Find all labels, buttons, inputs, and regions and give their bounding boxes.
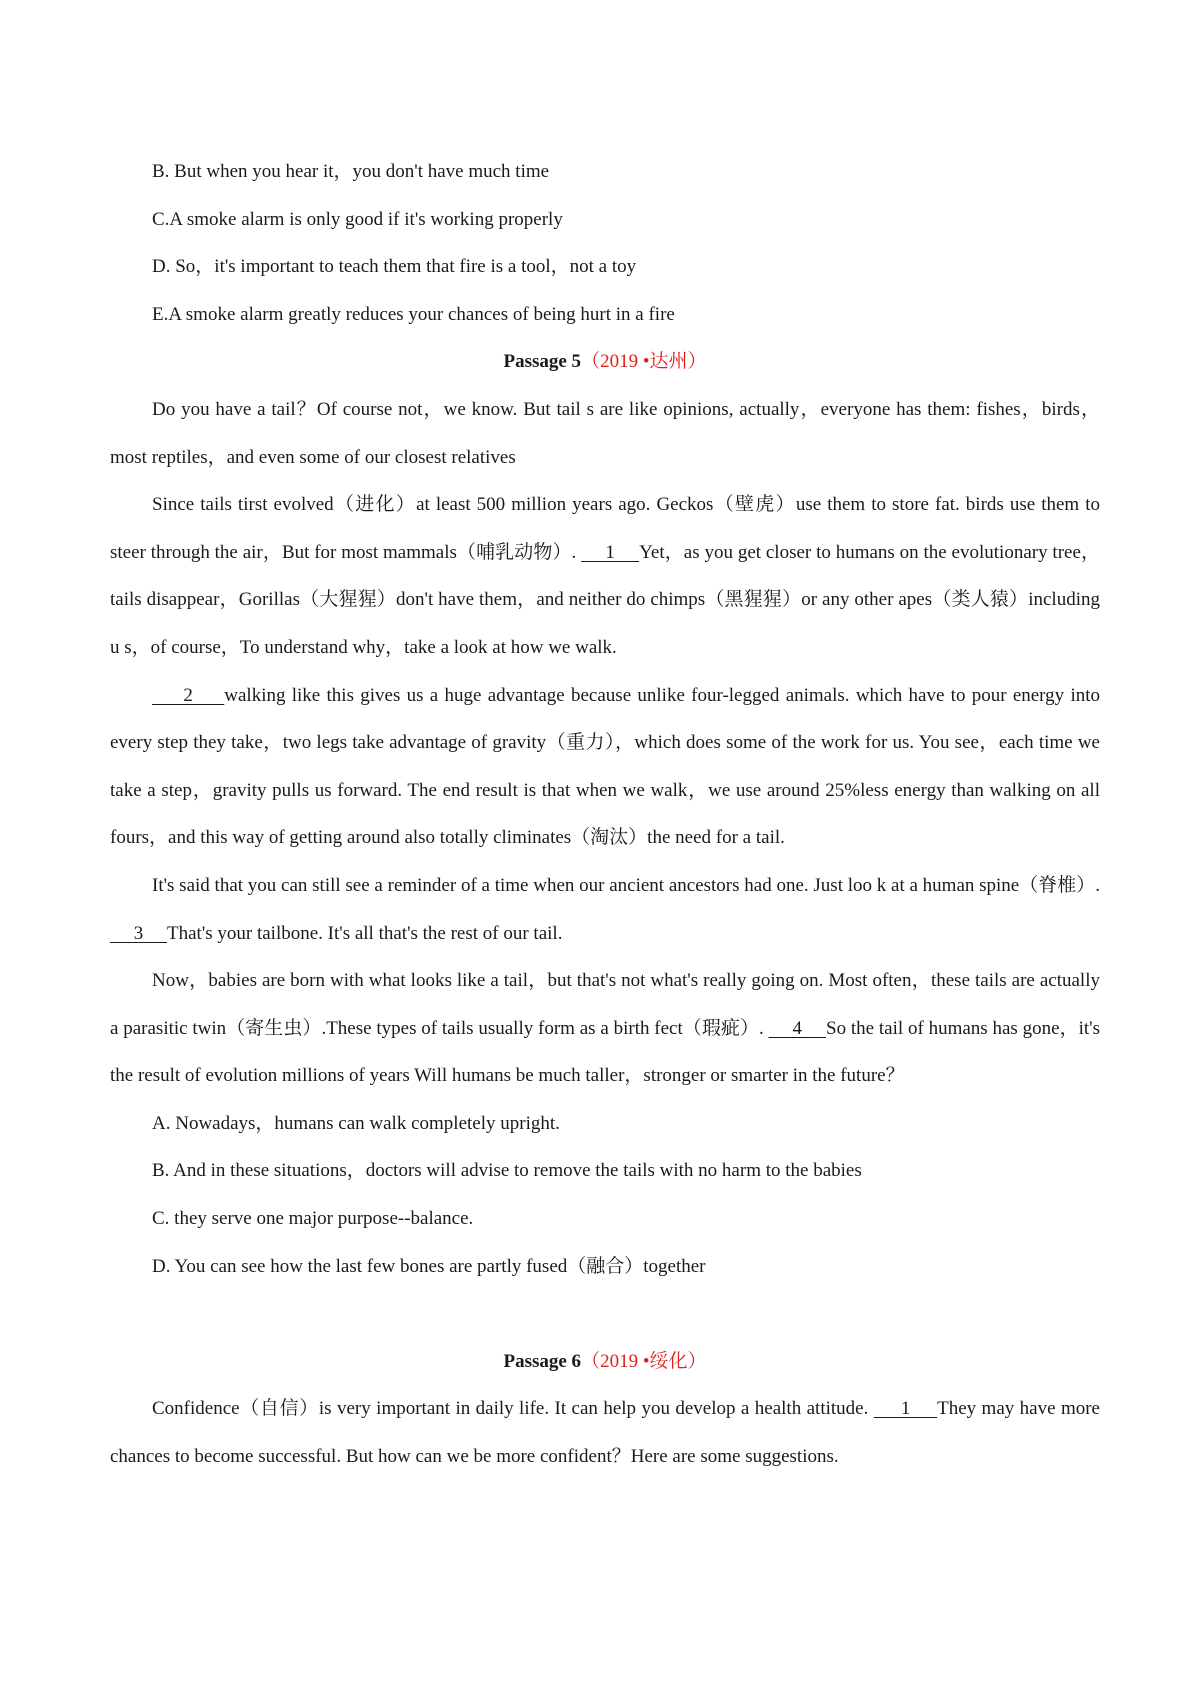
passage-5-option-c: C. they serve one major purpose--balance. xyxy=(152,1208,474,1230)
passage-5-title-text: Passage 5 xyxy=(503,351,582,373)
passage-6-paragraph-1-a: Confidence（自信）is very important in daily life. It can help you develop a health attitude. xyxy=(152,1398,869,1420)
passage-5-paren-close: ） xyxy=(687,351,707,373)
passage-5-blank-4: 4 xyxy=(768,1017,827,1039)
prev-option-c: C.A smoke alarm is only good if it's working properly xyxy=(152,208,563,230)
passage-5-paren-open: （ xyxy=(581,351,601,373)
passage-6-blank-1: 1 xyxy=(873,1398,938,1420)
passage-6-paren-open: （ xyxy=(581,1350,601,1372)
passage-6-source: 2019 •绥化 xyxy=(600,1350,688,1372)
passage-5-option-a: A. Nowadays，humans can walk completely upright. xyxy=(152,1112,560,1134)
passage-5-paragraph-5-b: So the tail of humans has gone，it's the result of evolution millions of years Will humans be much taller，stronger or smarter in the future？ xyxy=(110,1017,1101,1087)
passage-5-option-d: D. You can see how the last few bones are partly fused（融合）together xyxy=(152,1255,706,1277)
passage-5-source: 2019 •达州 xyxy=(600,351,688,373)
passage-5-title xyxy=(110,338,1100,386)
passage-5-paragraph-1: Do you have a tail？Of course not，we know. But tail s are like opinions, actually，everyone has them: fishes，birds，most reptiles，and even some of our closest relatives xyxy=(110,398,1100,468)
prev-option-e: E.A smoke alarm greatly reduces your chances of being hurt in a fire xyxy=(152,303,675,325)
section-spacer xyxy=(110,1290,1100,1338)
passage-5-paragraph-2-a: Since tails tirst evolved（进化）at least 500 million years ago. Geckos（壁虎）use them to store fat. birds use them to steer through the air，But for most mammals（哺乳动物）. xyxy=(110,494,1100,563)
passage-5-paragraph-2-b: Yet，as you get closer to humans on the evolutionary tree，tails disappear，Gorillas（大猩猩）don't have them，and neither do chimps（黑猩猩）or any other apes（类人猿）including u s，of course，To understand why，take a look at how we walk. xyxy=(110,541,1100,658)
prev-option-b: B. But when you hear it，you don't have much time xyxy=(152,161,550,182)
passage-6-paragraph-1 xyxy=(110,1385,1100,1480)
passage-5-paragraph-3-text: walking like this gives us a huge advantage because unlike four-legged animals. which have to pour energy into every step they take，two legs take advantage of gravity（重力），which does some of the work for us. You see，each time we take a step，gravity pulls us forward. The end result is that when we walk，we use around 25%less energy than walking on all fours，and this way of getting around also totally climinates（淘汰）the need for a tail. xyxy=(110,684,1101,849)
passage-6-title xyxy=(110,1338,1100,1386)
passage-5-paragraph-4-b: That's your tailbone. It's all that's the rest of our tail. xyxy=(167,922,563,944)
passage-5-paragraph-3 xyxy=(110,672,1100,862)
passage-6-title-text: Passage 6 xyxy=(503,1350,582,1372)
passage-5-paragraph-2 xyxy=(110,481,1100,671)
prev-option-d: D. So，it's important to teach them that fire is a tool，not a toy xyxy=(152,256,637,278)
passage-5-blank-3: 3 xyxy=(110,922,167,944)
passage-5-paragraph-4 xyxy=(110,862,1100,957)
passage-5-blank-1: 1 xyxy=(581,541,640,563)
passage-5-paragraph-5 xyxy=(110,957,1100,1100)
document-page xyxy=(110,148,1100,1481)
passage-6-paragraph-1-b: They may have more chances to become successful. But how can we be more confident？Here are some suggestions. xyxy=(110,1398,1100,1468)
passage-5-paragraph-4-a: It's said that you can still see a reminder of a time when our ancient ancestors had one. Just loo k at a human spine（脊椎）. xyxy=(152,874,1100,896)
passage-5-paragraph-5-a: Now，babies are born with what looks like a tail，but that's not what's really going on. Most often，these tails are actually a parasitic twin（寄生虫）.These types of tails usually form as a birth fect（瑕疵）. xyxy=(110,970,1100,1039)
passage-6-paren-close: ） xyxy=(687,1350,707,1372)
passage-5-option-b: B. And in these situations，doctors will advise to remove the tails with no harm to the babies xyxy=(152,1160,862,1182)
passage-5-blank-2: 2 xyxy=(152,684,225,706)
